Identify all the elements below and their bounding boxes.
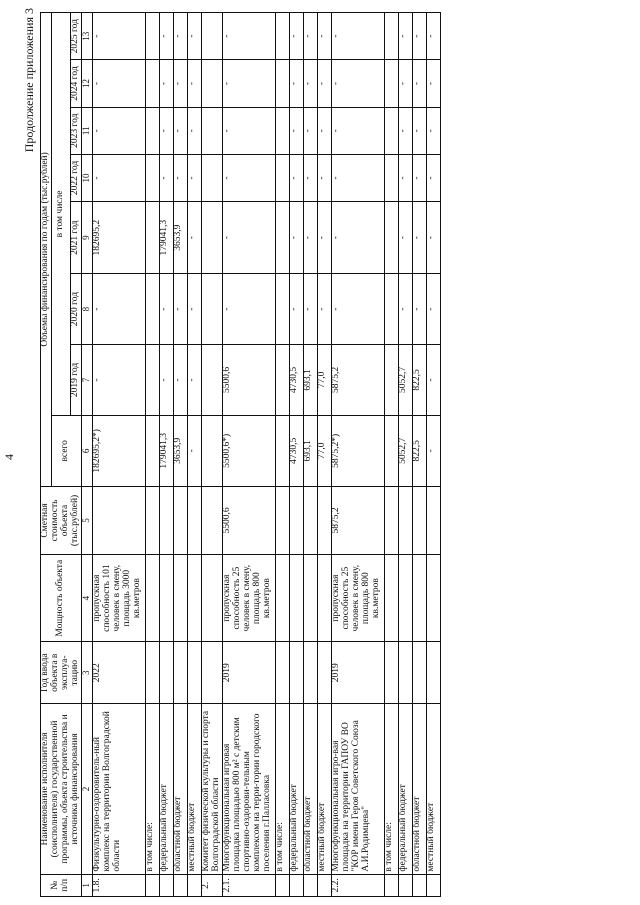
- row-cost: [303, 486, 317, 554]
- row-name: местный бюджет: [317, 704, 331, 874]
- row-total: 179041,3: [159, 415, 173, 486]
- row-year: [275, 642, 289, 704]
- row-2023: -: [173, 107, 187, 154]
- row-name: Комитет физической культуры и спорта Волгоградской области: [201, 704, 222, 874]
- row-2020: -: [159, 274, 173, 345]
- row-year: 2019: [331, 642, 384, 704]
- row-2020: [384, 274, 398, 345]
- row-2021: -: [426, 202, 440, 274]
- row-number: 1.8.: [92, 874, 145, 896]
- column-number: 13: [81, 13, 92, 60]
- header-total: всего: [51, 415, 81, 486]
- row-2025: [384, 13, 398, 60]
- row-2022: -: [92, 154, 145, 201]
- row-2020: -: [426, 274, 440, 345]
- row-total: [275, 415, 289, 486]
- row-total: 5875,2*): [331, 415, 384, 486]
- row-total: 4730,5: [289, 415, 303, 486]
- row-2023: [201, 107, 222, 154]
- row-cost: 5500,6: [222, 486, 275, 554]
- row-2019: -: [173, 345, 187, 416]
- row-2019: [384, 345, 398, 416]
- row-2024: -: [222, 60, 275, 107]
- table-row: [173, 13, 187, 897]
- row-2023: -: [412, 107, 426, 154]
- row-2021: -: [187, 202, 201, 274]
- row-2025: -: [222, 13, 275, 60]
- row-capacity: [159, 555, 173, 642]
- column-number: 1: [81, 874, 92, 896]
- row-capacity: [398, 555, 412, 642]
- row-2021: -: [289, 202, 303, 274]
- row-capacity: [201, 555, 222, 642]
- row-capacity: пропускная способность 25 человек в смену, площадь 800 кв.метров: [222, 555, 275, 642]
- row-2022: [275, 154, 289, 201]
- header-year: 2019 год: [70, 345, 81, 416]
- header-year: 2021 год: [70, 202, 81, 274]
- row-2024: -: [398, 60, 412, 107]
- header-including: в том числе: [51, 13, 70, 416]
- row-2025: -: [317, 13, 331, 60]
- header-year: 2020 год: [70, 274, 81, 345]
- table-row: [159, 13, 173, 897]
- table-row: [426, 13, 440, 897]
- row-2019: -: [92, 345, 145, 416]
- row-total: 5052,7: [398, 415, 412, 486]
- row-year: 2019: [222, 642, 275, 704]
- row-cost: 5875,2: [331, 486, 384, 554]
- row-total: 822,5: [412, 415, 426, 486]
- row-2023: -: [187, 107, 201, 154]
- row-2019: 77,0: [317, 345, 331, 416]
- row-year: [145, 642, 159, 704]
- row-capacity: [289, 555, 303, 642]
- row-2019: 822,5: [412, 345, 426, 416]
- row-2025: [201, 13, 222, 60]
- column-number: 7: [81, 345, 92, 416]
- row-2020: -: [222, 274, 275, 345]
- row-cost: [159, 486, 173, 554]
- row-2023: [145, 107, 159, 154]
- header-estimated-cost: Сметная стоимость объекта (тыс.рублей): [41, 486, 82, 554]
- header-capacity: Мощность объекта: [41, 555, 82, 642]
- header-year: 2025 год: [70, 13, 81, 60]
- row-total: -: [426, 415, 440, 486]
- row-number: [145, 874, 159, 896]
- row-capacity: [187, 555, 201, 642]
- row-2024: -: [92, 60, 145, 107]
- column-number: 4: [81, 555, 92, 642]
- row-total: 182695,2*): [92, 415, 145, 486]
- row-2022: -: [412, 154, 426, 201]
- row-2021: 3653,9: [173, 202, 187, 274]
- row-2023: -: [222, 107, 275, 154]
- row-2020: -: [303, 274, 317, 345]
- row-cost: [412, 486, 426, 554]
- header-year: 2023 год: [70, 107, 81, 154]
- row-2023: [384, 107, 398, 154]
- row-2022: [201, 154, 222, 201]
- table-row: [275, 13, 289, 897]
- row-2025: -: [187, 13, 201, 60]
- row-name: областной бюджет: [412, 704, 426, 874]
- column-number: 5: [81, 486, 92, 554]
- row-year: [159, 642, 173, 704]
- row-2019: [275, 345, 289, 416]
- row-2021: 179041,3: [159, 202, 173, 274]
- row-number: [398, 874, 412, 896]
- row-name: Многофункциональная игровая площадка площадью 800 м² с детским спортивно-оздорови-тельным комплексом на терри-тории городского поселения г.Палласовка: [222, 704, 275, 874]
- page-number: 4: [2, 454, 16, 460]
- row-2023: -: [317, 107, 331, 154]
- row-capacity: пропускная способность 25 человек в смену, площадь 800 кв.метров: [331, 555, 384, 642]
- row-2020: -: [398, 274, 412, 345]
- row-cost: [398, 486, 412, 554]
- table-row: [201, 13, 222, 897]
- row-total: 5500,6*): [222, 415, 275, 486]
- row-2025: -: [289, 13, 303, 60]
- row-2021: 182695,2: [92, 202, 145, 274]
- row-2025: [145, 13, 159, 60]
- table-row: [92, 13, 145, 897]
- row-2025: -: [398, 13, 412, 60]
- header-funding-group: Объемы финансирования по годам (тыс.рублей): [41, 13, 52, 487]
- row-name: Многофункциональная игро-вая площадка на территории ГАПОУ ВО "КОР имени Героя Советского Союза А.И.Родимцева": [331, 704, 384, 874]
- row-capacity: [275, 555, 289, 642]
- row-2024: [275, 60, 289, 107]
- row-name: федеральный бюджет: [159, 704, 173, 874]
- row-year: [289, 642, 303, 704]
- row-number: [412, 874, 426, 896]
- row-2022: -: [426, 154, 440, 201]
- row-number: [303, 874, 317, 896]
- row-2023: -: [331, 107, 384, 154]
- row-2021: -: [317, 202, 331, 274]
- column-number: 10: [81, 154, 92, 201]
- row-2021: [201, 202, 222, 274]
- row-2019: 5875,2: [331, 345, 384, 416]
- row-name: в том числе:: [384, 704, 398, 874]
- row-cost: [201, 486, 222, 554]
- row-year: [303, 642, 317, 704]
- row-year: [317, 642, 331, 704]
- row-number: [187, 874, 201, 896]
- row-name: федеральный бюджет: [289, 704, 303, 874]
- row-number: [173, 874, 187, 896]
- row-2025: [275, 13, 289, 60]
- row-2023: -: [92, 107, 145, 154]
- row-2022: -: [303, 154, 317, 201]
- row-number: [384, 874, 398, 896]
- row-total: -: [187, 415, 201, 486]
- row-cost: [289, 486, 303, 554]
- row-cost: [187, 486, 201, 554]
- table-row: [289, 13, 303, 897]
- row-2020: -: [317, 274, 331, 345]
- row-2019: -: [426, 345, 440, 416]
- row-2021: -: [412, 202, 426, 274]
- column-number: 2: [81, 704, 92, 874]
- row-name: областной бюджет: [173, 704, 187, 874]
- row-2020: -: [412, 274, 426, 345]
- row-year: [398, 642, 412, 704]
- column-number: 3: [81, 642, 92, 704]
- row-capacity: [412, 555, 426, 642]
- table-row: [187, 13, 201, 897]
- row-2020: -: [331, 274, 384, 345]
- row-2023: -: [303, 107, 317, 154]
- row-cost: [173, 486, 187, 554]
- row-2024: [201, 60, 222, 107]
- row-2023: [275, 107, 289, 154]
- row-2020: -: [187, 274, 201, 345]
- row-2023: -: [159, 107, 173, 154]
- row-cost: [317, 486, 331, 554]
- row-cost: [384, 486, 398, 554]
- row-2019: -: [159, 345, 173, 416]
- row-year: [426, 642, 440, 704]
- row-name: Физкультурно-оздоровитель-ный комплекс на территории Волгоградской области: [92, 704, 145, 874]
- row-2024: -: [303, 60, 317, 107]
- row-capacity: [173, 555, 187, 642]
- header-year: 2024 год: [70, 60, 81, 107]
- table-row: [317, 13, 331, 897]
- row-2024: [384, 60, 398, 107]
- table-row: [384, 13, 398, 897]
- row-name: в том числе:: [145, 704, 159, 874]
- row-name: федеральный бюджет: [398, 704, 412, 874]
- row-2022: -: [159, 154, 173, 201]
- row-year: [384, 642, 398, 704]
- column-number: 8: [81, 274, 92, 345]
- row-total: [201, 415, 222, 486]
- header-num: № п/п: [41, 874, 82, 896]
- row-total: [145, 415, 159, 486]
- table-row: [331, 13, 384, 897]
- row-number: 2.2.: [331, 874, 384, 896]
- row-2025: -: [92, 13, 145, 60]
- row-cost: [92, 486, 145, 554]
- header-name: Наименование исполнителя (соисполнителя) государственной программы, объекта строительства и источника финансирования: [41, 704, 82, 874]
- row-2023: -: [398, 107, 412, 154]
- row-2025: -: [426, 13, 440, 60]
- row-total: 3653,9: [173, 415, 187, 486]
- row-2024: -: [159, 60, 173, 107]
- column-number: 12: [81, 60, 92, 107]
- row-year: [412, 642, 426, 704]
- row-2024: -: [426, 60, 440, 107]
- row-year: [173, 642, 187, 704]
- row-2019: 4730,5: [289, 345, 303, 416]
- row-number: 2.1.: [222, 874, 275, 896]
- row-year: 2022: [92, 642, 145, 704]
- table-row: [145, 13, 159, 897]
- header-year-commission: Год ввода объекта в эксплуа-тацию: [41, 642, 82, 704]
- row-2022: -: [317, 154, 331, 201]
- appendix-label: Продолжение приложения 3: [22, 8, 36, 153]
- row-2021: -: [398, 202, 412, 274]
- row-2025: -: [331, 13, 384, 60]
- row-2024: -: [289, 60, 303, 107]
- row-name: местный бюджет: [187, 704, 201, 874]
- column-number: 9: [81, 202, 92, 274]
- row-number: [317, 874, 331, 896]
- row-2019: [145, 345, 159, 416]
- row-2024: -: [331, 60, 384, 107]
- column-number: 11: [81, 107, 92, 154]
- row-number: [159, 874, 173, 896]
- row-number: [289, 874, 303, 896]
- row-cost: [145, 486, 159, 554]
- table-row: [412, 13, 426, 897]
- row-2019: 693,1: [303, 345, 317, 416]
- row-total: 77,0: [317, 415, 331, 486]
- row-2022: -: [331, 154, 384, 201]
- row-2022: -: [222, 154, 275, 201]
- row-2019: 5500,6: [222, 345, 275, 416]
- row-2024: -: [187, 60, 201, 107]
- row-2024: -: [173, 60, 187, 107]
- row-2022: -: [187, 154, 201, 201]
- row-2020: [275, 274, 289, 345]
- table-row: [303, 13, 317, 897]
- row-2023: -: [289, 107, 303, 154]
- row-total: [384, 415, 398, 486]
- table-row: [222, 13, 275, 897]
- row-2022: [384, 154, 398, 201]
- row-2022: -: [173, 154, 187, 201]
- row-2024: [145, 60, 159, 107]
- row-name: местный бюджет: [426, 704, 440, 874]
- table-row: [398, 13, 412, 897]
- row-2022: -: [398, 154, 412, 201]
- row-2023: -: [426, 107, 440, 154]
- row-2019: [201, 345, 222, 416]
- financing-table: [40, 12, 441, 897]
- row-year: [201, 642, 222, 704]
- row-2025: -: [303, 13, 317, 60]
- row-2019: -: [187, 345, 201, 416]
- row-capacity: [384, 555, 398, 642]
- row-2021: -: [303, 202, 317, 274]
- row-name: областной бюджет: [303, 704, 317, 874]
- row-2021: [275, 202, 289, 274]
- row-2020: -: [173, 274, 187, 345]
- row-2021: -: [222, 202, 275, 274]
- row-2025: -: [159, 13, 173, 60]
- row-2020: -: [289, 274, 303, 345]
- row-2022: -: [289, 154, 303, 201]
- column-number: 6: [81, 415, 92, 486]
- row-number: [275, 874, 289, 896]
- row-number: 2.: [201, 874, 222, 896]
- row-capacity: [303, 555, 317, 642]
- row-total: 693,1: [303, 415, 317, 486]
- row-capacity: пропускная способность 101 человек в смену, площадь 3000 кв.метров: [92, 555, 145, 642]
- row-2021: -: [331, 202, 384, 274]
- row-2025: -: [412, 13, 426, 60]
- row-cost: [426, 486, 440, 554]
- row-2025: -: [173, 13, 187, 60]
- row-capacity: [317, 555, 331, 642]
- row-year: [187, 642, 201, 704]
- row-2020: -: [92, 274, 145, 345]
- row-2020: [201, 274, 222, 345]
- row-2021: [145, 202, 159, 274]
- row-2019: 5052,7: [398, 345, 412, 416]
- row-capacity: [426, 555, 440, 642]
- row-cost: [275, 486, 289, 554]
- row-number: [426, 874, 440, 896]
- row-2021: [384, 202, 398, 274]
- row-capacity: [145, 555, 159, 642]
- row-2024: -: [317, 60, 331, 107]
- row-2024: -: [412, 60, 426, 107]
- row-name: в том числе:: [275, 704, 289, 874]
- row-2020: [145, 274, 159, 345]
- header-year: 2022 год: [70, 154, 81, 201]
- row-2022: [145, 154, 159, 201]
